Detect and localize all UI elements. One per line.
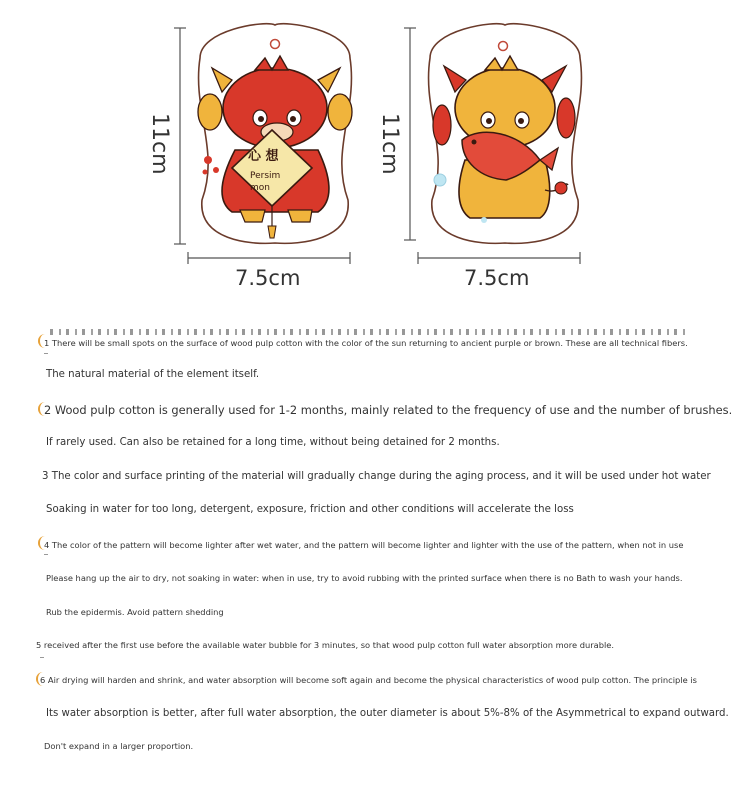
- note-line: Don't expand in a larger proportion.: [44, 741, 194, 751]
- tick-mark: [40, 657, 44, 658]
- tick-mark: [44, 554, 48, 555]
- sponge-cards-illustration: [0, 0, 750, 310]
- note-line: Soaking in water for too long, detergent, exposure, friction and other conditions will accelerate the loss: [46, 504, 574, 515]
- left-card: [174, 24, 352, 264]
- note-line: 5 received after the first use before the available water bubble for 3 minutes, so that wood pulp cotton full water absorption more durable.: [36, 640, 615, 650]
- note-line: 2 Wood pulp cotton is generally used for 1-2 months, mainly related to the frequency of use and the number of brushes.: [44, 403, 733, 417]
- product-dimension-figure: [0, 0, 750, 310]
- note-line: The natural material of the element itself.: [46, 369, 260, 380]
- note-line: 6 Air drying will harden and shrink, and water absorption will become soft again and become the physical characteristics of wood pulp cotton. The principle is: [40, 675, 697, 685]
- note-line: Its water absorption is better, after full water absorption, the outer diameter is about 5%-8% of the Asymmetrical to expand outward.: [46, 708, 729, 719]
- cropped-text-artifact: [50, 329, 690, 335]
- hang-hole-icon: [271, 40, 280, 49]
- svg-text:心 想: 心 想: [248, 149, 279, 164]
- right-card: [404, 24, 581, 264]
- note-line: Rub the epidermis. Avoid pattern shedding: [46, 607, 224, 617]
- left-height-label: 11cm: [147, 113, 172, 175]
- note-line: 1 There will be small spots on the surface of wood pulp cotton with the color of the sun returning to ancient purple or brown. These are all technical fibers.: [44, 338, 688, 348]
- tick-mark: [44, 353, 48, 354]
- sign-text-line2: mon: [250, 183, 270, 193]
- note-line: Please hang up the air to dry, not soaking in water: when in use, try to avoid rubbing with the printed surface when there is no Bath to wash your hands.: [46, 573, 683, 583]
- note-line: If rarely used. Can also be retained for a long time, without being detained for 2 months.: [46, 437, 500, 448]
- right-height-label: 11cm: [377, 113, 402, 175]
- note-line: 3 The color and surface printing of the material will gradually change during the aging process, and it will be used under hot water: [42, 471, 711, 482]
- hang-hole-icon: [499, 42, 508, 51]
- right-width-label: 7.5cm: [464, 266, 530, 290]
- sign-text-line1: Persim: [250, 171, 281, 181]
- note-line: 4 The color of the pattern will become lighter after wet water, and the pattern will become lighter and lighter with the use of the pattern, when not in use: [44, 540, 684, 550]
- left-width-label: 7.5cm: [235, 266, 301, 290]
